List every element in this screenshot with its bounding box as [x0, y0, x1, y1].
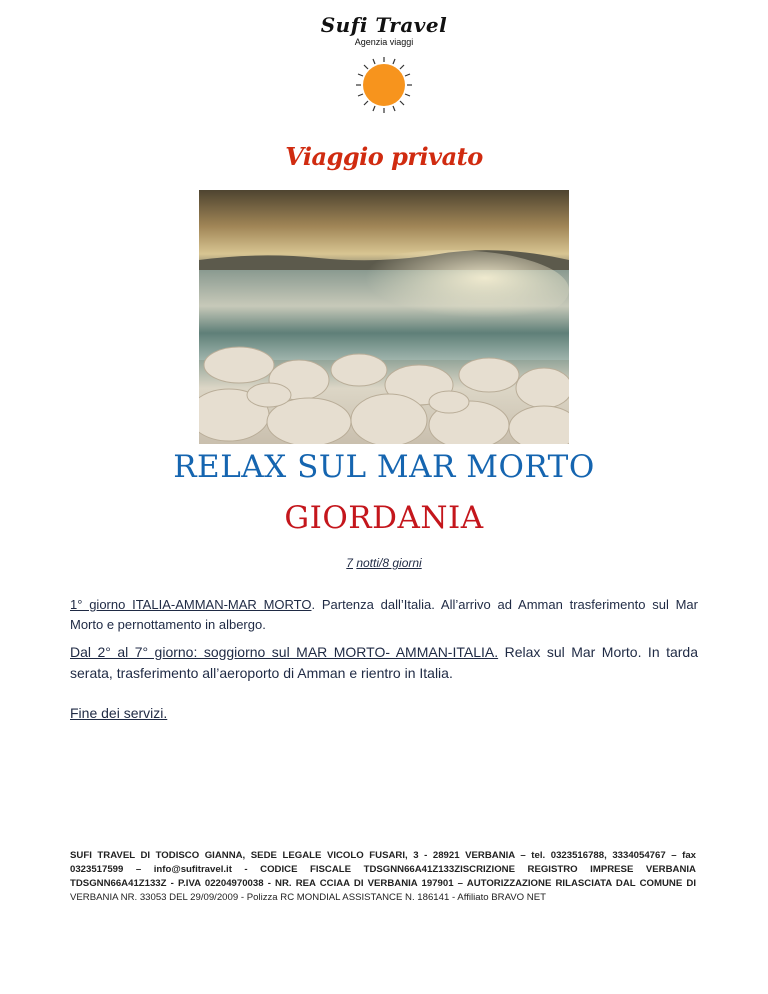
company-footer [70, 849, 696, 905]
trip-title: RELAX SUL MAR MORTO [173, 449, 595, 485]
day2-text: Relax sul Mar Morto. In tarda serata, trasferimento all’aeroporto di Amman e rientro in Italia. [70, 644, 698, 681]
country-title: GIORDANIA [284, 500, 484, 536]
duration-text: notti/8 giorni [356, 556, 422, 570]
itinerary-day2 [70, 642, 698, 684]
dead-sea-photo [199, 190, 569, 444]
duration-nights: 7 [346, 556, 353, 570]
footer-light: VERBANIA NR. 33053 DEL 29/09/2009 - Polizza RC MONDIAL ASSISTANCE N. 186141 - Affiliato BRAVO NET [70, 892, 546, 903]
day1-heading: 1° giorno ITALIA-AMMAN-MAR MORTO [70, 597, 312, 612]
day1-text: . Partenza dall’Italia. All’arrivo ad Amman trasferimento sul Mar Morto e pernottamento in albergo. [70, 597, 698, 632]
logo-name: Sufi Travel [320, 13, 448, 37]
footer-bold: SUFI TRAVEL DI TODISCO GIANNA, SEDE LEGALE VICOLO FUSARI, 3 - 28921 VERBANIA – tel. 0323516788, 3334054767 – fax 0323517599 – info@sufitravel.it - CODICE FISCALE TDSGNN66A41Z133ZISCRIZIONE REGISTRO IMPRESE VERBANIA TDSGNN66A41Z133Z - P.IVA 02204970038 - NR. REA CCIAA DI VERBANIA 197901 – AUTORIZZAZIONE RILASCIATA DAL COMUNE DI [70, 850, 696, 889]
trip-duration [0, 556, 768, 570]
logo-tagline: Agenzia viaggi [354, 37, 414, 47]
itinerary-end [70, 703, 698, 723]
itinerary-day1 [70, 595, 698, 635]
day2-heading: Dal 2° al 7° giorno: soggiorno sul MAR MORTO- AMMAN-ITALIA. [70, 644, 499, 660]
end-text: Fine dei servizi. [70, 705, 168, 721]
sun-logo-icon [355, 56, 413, 114]
trip-type-heading: Viaggio privato [285, 142, 483, 171]
agency-logo [300, 14, 468, 114]
